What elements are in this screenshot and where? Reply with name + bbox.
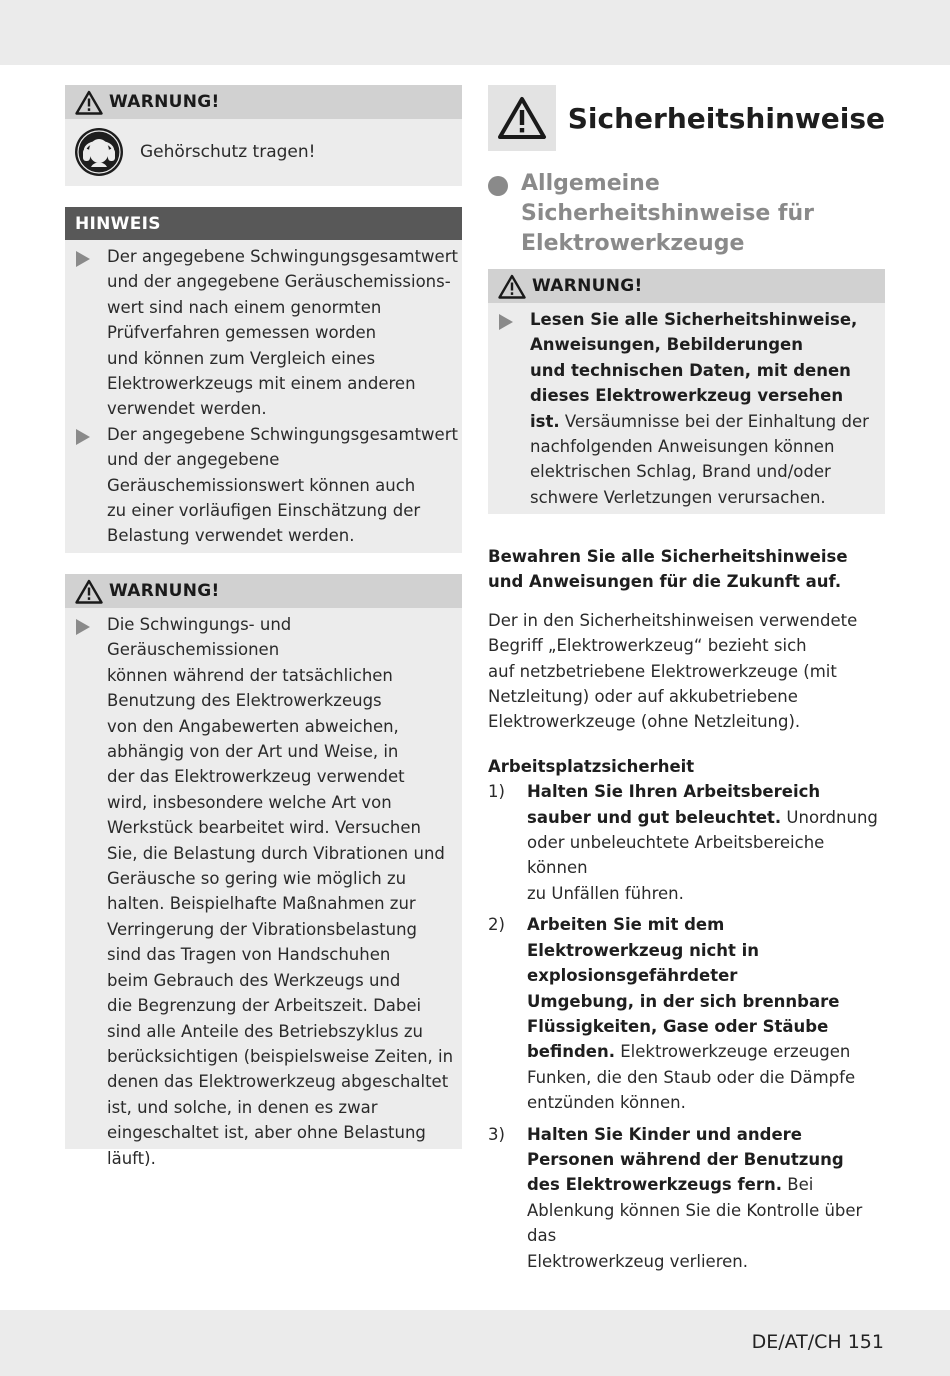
text-line xyxy=(530,409,885,434)
text-line: eingeschaltet ist, aber ohne Belastung xyxy=(107,1123,426,1143)
hinweis-box xyxy=(65,207,462,553)
text-line: Der angegebene Schwingungsgesamtwert xyxy=(107,247,458,266)
text-line: Verringerung der Vibrationsbelastung xyxy=(107,919,418,939)
text-line: berücksichtigen (beispielsweise Zeiten, in xyxy=(107,1046,454,1066)
text-line: Die Schwingungs- und Geräuschemissionen xyxy=(107,615,292,660)
text-line: Geräusche so gering wie möglich zu xyxy=(107,869,407,889)
bullet-triangle-icon xyxy=(76,251,90,267)
page-title: Sicherheitshinweise xyxy=(567,101,885,135)
normal-fragment: Bei xyxy=(782,1175,814,1195)
text-line: und technischen Daten, mit denen xyxy=(530,360,851,380)
section-title-block xyxy=(488,85,885,151)
warning-header xyxy=(65,574,462,608)
text-line: und können zum Vergleich eines xyxy=(107,348,376,368)
text-line xyxy=(527,805,885,830)
subheading-line: Allgemeine xyxy=(521,171,660,196)
text-line: Halten Sie Kinder und andere xyxy=(527,1124,802,1144)
text-line: elektrischen Schlag, Brand und/oder xyxy=(530,462,831,482)
top-band xyxy=(0,0,950,65)
warning-triangle-icon xyxy=(498,274,526,299)
hinweis-bullet xyxy=(65,422,462,549)
warning-triangle-icon xyxy=(497,96,547,140)
text-line: Elektrowerkzeugs mit einem anderen xyxy=(107,374,416,394)
text-line: können während der tatsächlichen xyxy=(107,665,393,685)
text-line: läuft). xyxy=(107,1148,156,1168)
warning-label: WARNUNG! xyxy=(109,92,220,112)
bullet-triangle-icon xyxy=(76,619,90,635)
text-line: Halten Sie Ihren Arbeitsbereich xyxy=(527,782,821,802)
text-line: Flüssigkeiten, Gase oder Stäube xyxy=(527,1016,829,1036)
text-line: Lesen Sie alle Sicherheitshinweise, xyxy=(530,310,858,329)
normal-fragment: Elektrowerkzeuge erzeugen xyxy=(615,1042,851,1062)
numbered-item xyxy=(488,779,885,906)
text-line: Der in den Sicherheitshinweisen verwendete xyxy=(488,610,858,630)
subheading-line: Elektrowerkzeuge xyxy=(521,231,745,256)
text-line: Arbeiten Sie mit dem xyxy=(527,915,725,935)
text-line: Anweisungen, Bebilderungen xyxy=(530,335,803,355)
bold-fragment: befinden. xyxy=(527,1042,615,1062)
item-number: 3) xyxy=(488,1124,505,1144)
text-line: von den Angabewerten abweichen, xyxy=(107,716,399,736)
text-line: die Begrenzung der Arbeitszeit. Dabei xyxy=(107,996,422,1016)
warning-label: WARNUNG! xyxy=(532,276,643,296)
text-line: ist, und solche, in denen es zwar xyxy=(107,1097,378,1117)
text-line: und der angegebene Geräuschemissions- xyxy=(107,272,451,292)
text-line: Der angegebene Schwingungsgesamtwert xyxy=(107,424,458,444)
text-line: Elektrowerkzeug verlieren. xyxy=(527,1251,748,1271)
section-heading: Arbeitsplatzsicherheit xyxy=(488,756,695,776)
text-line: Werkstück bearbeitet wird. Versuchen xyxy=(107,818,421,838)
vibration-warning-box xyxy=(65,574,462,1168)
warning-bullet xyxy=(488,307,885,510)
warning-header xyxy=(65,85,462,119)
hinweis-bullet xyxy=(65,244,462,422)
text-line: nachfolgenden Anweisungen können xyxy=(530,437,835,457)
bullet-dot-icon xyxy=(488,176,508,196)
left-column xyxy=(65,85,462,1168)
text-line: abhängig von der Art und Weise, in xyxy=(107,742,399,762)
text-line: zu einer vorläufigen Einschätzung der xyxy=(107,501,421,521)
text-line: Netzleitung) oder auf akkubetriebene xyxy=(488,687,798,707)
text-line: sind das Tragen von Handschuhen xyxy=(107,945,391,965)
subheading xyxy=(488,169,885,259)
text-line: wert sind nach einem genormten xyxy=(107,297,382,317)
warning-triangle-icon xyxy=(75,579,103,604)
text-line: verwendet werden. xyxy=(107,399,267,419)
text-line: Ablenkung können Sie die Kontrolle über das xyxy=(527,1200,863,1246)
text-line: Benutzung des Elektrowerkzeugs xyxy=(107,691,382,711)
text-line: Umgebung, in der sich brennbare xyxy=(527,991,840,1011)
general-warning-box xyxy=(488,269,885,514)
text-line: oder unbeleuchtete Arbeitsbereiche können xyxy=(527,833,825,878)
text-line: Personen während der Benutzung xyxy=(527,1149,844,1169)
ear-protection-warning xyxy=(65,85,462,186)
text-line: Funken, die den Staub oder die Dämpfe xyxy=(527,1067,856,1087)
page-number: DE/AT/CH 151 xyxy=(751,1331,884,1353)
bullet-triangle-icon xyxy=(76,429,90,445)
normal-fragment: Versäumnisse bei der Einhaltung der xyxy=(559,411,869,431)
normal-fragment: Unordnung xyxy=(781,807,878,827)
bullet-triangle-icon xyxy=(499,314,513,330)
bold-fragment: des Elektrowerkzeugs fern. xyxy=(527,1175,783,1195)
subheading-line: Sicherheitshinweise für xyxy=(521,201,815,226)
text-line: Belastung verwendet werden. xyxy=(107,526,355,546)
text-line: denen das Elektrowerkzeug abgeschaltet xyxy=(107,1072,449,1092)
text-line: sind alle Anteile des Betriebszyklus zu xyxy=(107,1021,423,1041)
text-line: explosionsgefährdeter xyxy=(527,966,738,986)
numbered-item xyxy=(488,912,885,1115)
text-line: Begriff „Elektrowerkzeug“ bezieht sich xyxy=(488,636,807,656)
warning-triangle-icon xyxy=(75,90,103,115)
text-line: beim Gebrauch des Werkzeugs und xyxy=(107,970,401,990)
text-line: zu Unfällen führen. xyxy=(527,883,684,903)
text-line: wird, insbesondere welche Art von xyxy=(107,792,392,812)
text-line xyxy=(527,1039,885,1064)
text-line: der das Elektrowerkzeug verwendet xyxy=(107,767,405,787)
text-line xyxy=(527,1172,885,1197)
text-line: Sie, die Belastung durch Vibrationen und xyxy=(107,843,445,863)
text-line: entzünden können. xyxy=(527,1093,686,1113)
hinweis-header: HINWEIS xyxy=(65,207,462,240)
warning-header xyxy=(488,269,885,303)
right-column xyxy=(488,85,885,1274)
text-line: auf netzbetriebene Elektrowerkzeuge (mit xyxy=(488,661,837,681)
text-line: und Anweisungen für die Zukunft auf. xyxy=(488,572,842,592)
text-line: dieses Elektrowerkzeug versehen xyxy=(530,386,844,406)
text-line: und der angegebene xyxy=(107,450,280,470)
text-line: Prüfverfahren gemessen worden xyxy=(107,323,377,343)
ear-protection-row xyxy=(65,119,462,185)
bold-fragment: ist. xyxy=(530,411,560,431)
term-paragraph xyxy=(488,608,885,735)
item-number: 2) xyxy=(488,915,505,935)
warning-bullet xyxy=(65,612,462,1171)
bold-fragment: sauber und gut beleuchtet. xyxy=(527,807,782,827)
text-line: halten. Beispielhafte Maßnahmen zur xyxy=(107,894,416,914)
item-number: 1) xyxy=(488,782,505,802)
warning-label: WARNUNG! xyxy=(109,581,220,601)
text-line: Elektrowerkzeug nicht in xyxy=(527,940,760,960)
title-icon-box xyxy=(488,85,556,151)
ear-protection-text: Gehörschutz tragen! xyxy=(140,142,316,162)
text-line: Elektrowerkzeuge (ohne Netzleitung). xyxy=(488,712,801,732)
numbered-item xyxy=(488,1122,885,1274)
text-line: Bewahren Sie alle Sicherheitshinweise xyxy=(488,547,848,566)
ear-protection-icon xyxy=(74,127,124,177)
text-line: Geräuschemissionswert können auch xyxy=(107,475,416,495)
keep-notice xyxy=(488,544,885,595)
text-line: schwere Verletzungen verursachen. xyxy=(530,487,826,507)
